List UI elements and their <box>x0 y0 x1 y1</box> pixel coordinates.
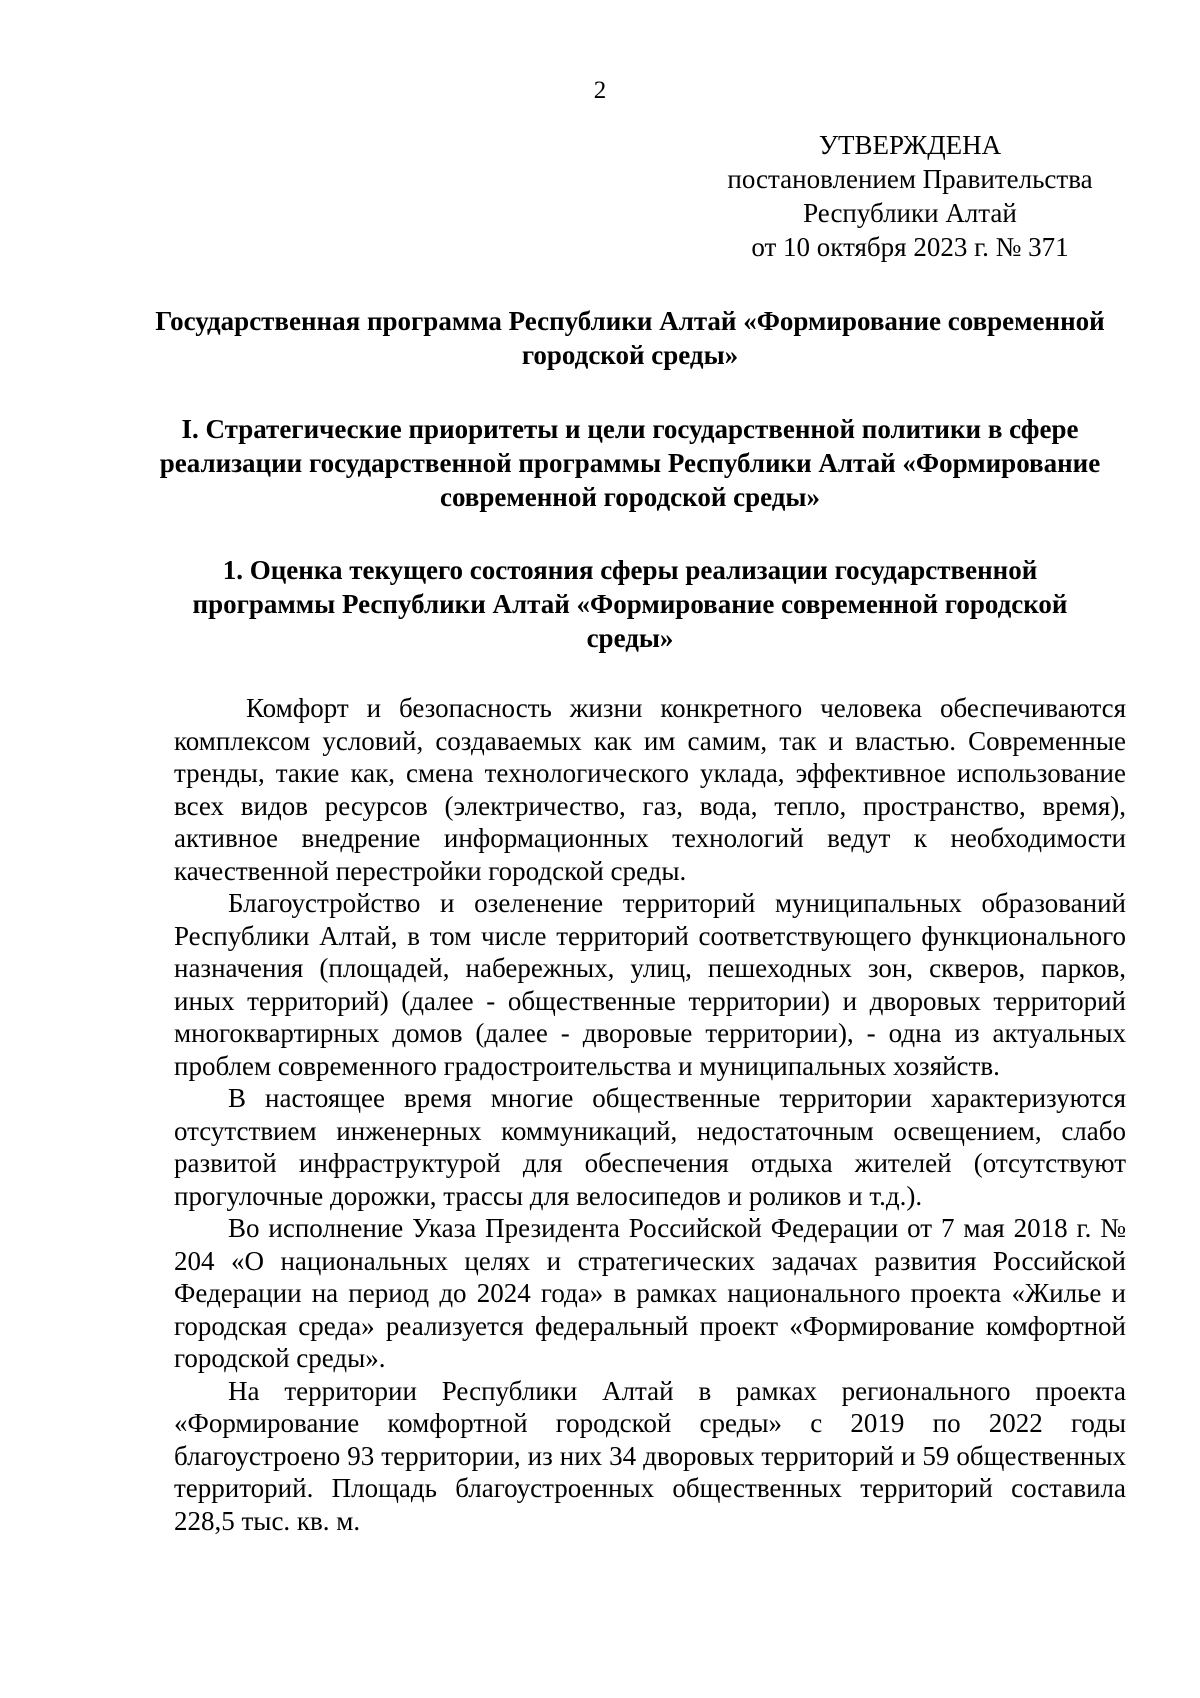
approval-stamp-block <box>710 128 1110 264</box>
paragraph: Благоустройство и озеленение территорий муниципальных образований Республики Алтай, в том числе территорий соответствующего функционального назначения (площадей, набережных, улиц, пешеходных зон, скверов, парков, иных территорий) (далее - общественные территории) и дворовых территорий многоквартирных домов (далее - дворовые территории), - одна из актуальных проблем современного градостроительства и муниципальных хозяйств. <box>174 888 1126 1081</box>
approval-title: УТВЕРЖДЕНА <box>818 130 1002 160</box>
approval-line-2: Республики Алтай <box>803 198 1017 228</box>
paragraph: Во исполнение Указа Президента Российской Федерации от 7 мая 2018 г. № 204 «О национальных целях и стратегических задачах развития Российской Федерации на период до 2024 года» в рамках национального проекта «Жилье и городская среда» реализуется федеральный проект «Формирование комфортной городской среды». <box>174 1213 1126 1373</box>
section-heading: I. Стратегические приоритеты и цели государственной политики в сфере реализации государственной программы Республики Алтай «Формирование современной городской среды» <box>159 414 1101 512</box>
page-number: 2 <box>593 77 607 104</box>
program-title: Государственная программа Республики Алтай «Формирование современной городской среды» <box>155 306 1105 370</box>
body-text <box>174 692 1126 1537</box>
paragraph: В настоящее время многие общественные территории характеризуются отсутствием инженерных коммуникаций, недостаточным освещением, слабо развитой инфраструктурой для обеспечения отдыха жителей (отсутствуют прогулочные дорожки, трассы для велосипедов и роликов и т.д.). <box>174 1083 1126 1211</box>
paragraph: На территории Республики Алтай в рамках регионального проекта «Формирование комфортной городской среды» с 2019 по 2022 годы благоустроено 93 территории, из них 34 дворовых территорий и 59 общественных территорий. Площадь благоустроенных общественных территорий составила 228,5 тыс. кв. м. <box>174 1375 1126 1536</box>
approval-line-1: постановлением Правительства <box>727 164 1093 194</box>
paragraph: Комфорт и безопасность жизни конкретного человека обеспечиваются комплексом условий, создаваемых как им самим, так и властью. Современные тренды, такие как, смена технологического уклада, эффективное использование всех видов ресурсов (электричество, газ, вода, тепло, пространство, время), активное внедрение информационных технологий ведут к необходимости качественной перестройки городской среды. <box>174 693 1126 886</box>
subsection-heading: 1. Оценка текущего состояния сферы реализации государственной программы Республики Алтай «Формирование современной городской среды» <box>192 555 1068 653</box>
approval-line-3: от 10 октября 2023 г. № 371 <box>751 232 1069 262</box>
